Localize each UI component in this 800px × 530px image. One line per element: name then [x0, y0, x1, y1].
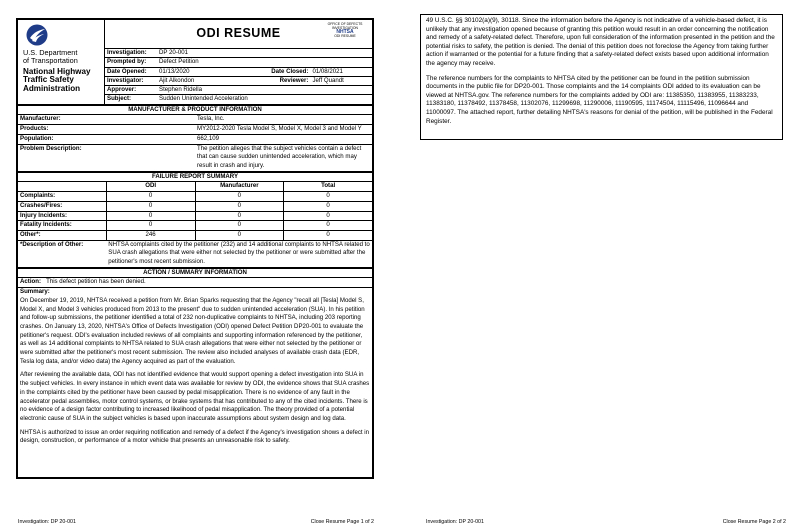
table-row: Injury Incidents: 0 0 0: [18, 211, 373, 221]
action-summary-table: [17, 268, 373, 478]
resume-page-2: [414, 8, 798, 526]
header-table: [17, 19, 373, 105]
page2-footer-right: Close Resume Page 2 of 2: [722, 519, 786, 525]
opened-value: 01/13/2020: [157, 67, 239, 76]
table-row: Crashes/Fires: 0 0 0: [18, 201, 373, 211]
page2-footer-left: Investigation: DP 20-001: [426, 519, 484, 525]
investigation-meta: [105, 48, 372, 104]
action-row: [18, 278, 373, 288]
dot-name: U.S. Department of Transportation: [23, 48, 78, 66]
other-description-label: *Description of Other:: [18, 240, 107, 267]
nhtsa-name: National Highway Traffic Safety Administration: [23, 66, 91, 93]
other-description-value: NHTSA complaints cited by the petitioner (232) and 14 additional complaints to NHTSA related to SUA crash allegations that were either not selected by the petitioner or were submitted after the petitioner's most recent submission.: [106, 240, 372, 267]
table-row: Other*: 246 0 0: [18, 230, 373, 240]
prompted-label: Prompted by:: [105, 58, 157, 67]
closed-label: Date Closed:: [239, 67, 311, 76]
approver-value: Stephen Ridella: [157, 86, 239, 95]
manufacturer-section-title: MANUFACTURER & PRODUCT INFORMATION: [18, 105, 373, 115]
summary-block: [18, 288, 373, 478]
reviewer-value: Jeff Quandt: [310, 76, 372, 85]
summary-label: Summary:: [20, 288, 50, 296]
summary-paragraph: NHTSA is authorized to issue an order requiring notification and remedy of a defect if the Agency's investigation shows a defect in design, construction, or performance of a motor vehicle that presents an unreasonable risk to safety.: [20, 428, 370, 445]
manufacturer-table: [17, 105, 373, 172]
title-block: [105, 20, 373, 105]
continuation-paragraph: The reference numbers for the complaints to NHTSA cited by the petitioner can be found in the petition submission documents in the public file for DP20-001. Those complaints and the 14 complaints ODI added to its evaluation can be viewed at NHTSA.gov. The reference numbers for the complaints added by ODI are: 11385350, 11383955, 11383233, 11383180, 11378492, 11378458, 11302076, 11299698, 11290006, 11190595, 11174504, 11115496, 11096644 and 11000097. The attached report, further detailing NHTSA's reasons for denial of the petition, will be published in the Federal Register.: [426, 74, 773, 125]
investigation-label: Investigation:: [105, 49, 157, 58]
agency-logo-block: [18, 20, 105, 105]
population-value: 662,109: [195, 134, 373, 144]
continuation-paragraph: 49 U.S.C. §§ 30102(a)(9), 30118. Since the information before the Agency is not indicative of a vehicle-based defect, it is unlikely that any investigation opened because of granting this petition would result in an order concerning the notification and remedy of a safety-related defect. Therefore, upon full consideration of the information presented in the petition and the potential risks to safety, the petition is denied. The denial of this petition does not foreclose the Agency from taking further action if warranted or the potential for a future finding that a safety-related defect exists based upon additional information the agency may receive.: [426, 17, 775, 67]
action-section-title: ACTION / SUMMARY INFORMATION: [18, 268, 373, 278]
col-odi: ODI: [106, 182, 195, 192]
summary-paragraph: After reviewing the available data, ODI has not identified evidence that would support opening a defect investigation into SUA in the subject vehicles. In every instance in which event data was available for review by ODI, the evidence shows that SUA crashes in the complaints cited by the petitioner have been caused by pedal misapplication. There is no evidence of any fault in the accelerator pedal assemblies, motor control systems, or brake systems that has contributed to any of the cited incidents. There is no evidence of a design factor contributing to increased likelihood of pedal misapplication. The theory provided of a potential electronic cause of SUA in the subject vehicles is based upon inaccurate assumptions about system design and log data.: [20, 371, 370, 422]
products-value: MY2012-2020 Tesla Model S, Model X, Model 3 and Model Y: [195, 125, 373, 135]
resume-frame: [16, 18, 374, 479]
problem-label: Problem Description:: [18, 144, 196, 171]
failure-section-title: FAILURE REPORT SUMMARY: [18, 172, 373, 182]
resume-page-1: [2, 8, 386, 526]
investigation-value: DP 20-001: [157, 49, 239, 58]
investigator-value: Ajit Alkondon: [157, 76, 239, 85]
reviewer-label: Reviewer:: [239, 76, 311, 85]
population-label: Population:: [18, 134, 196, 144]
manufacturer-label: Manufacturer:: [18, 115, 196, 125]
subject-label: Subject:: [105, 95, 157, 104]
col-total: Total: [284, 182, 373, 192]
failure-report-table: [17, 172, 373, 268]
page1-footer-right: Close Resume Page 1 of 2: [310, 519, 374, 525]
prompted-value: Defect Petition: [157, 58, 239, 67]
products-label: Products:: [18, 125, 196, 135]
table-row: Fatality Incidents: 0 0 0: [18, 221, 373, 231]
table-row: Complaints: 0 0 0: [18, 192, 373, 202]
action-value: This defect petition has been denied.: [46, 278, 146, 286]
odi-seal: OFFICE OF DEFECTS INVESTIGATION NHTSA ODI RESUME: [327, 22, 363, 38]
col-manufacturer: Manufacturer: [195, 182, 284, 192]
doc-title: ODI RESUME: [196, 26, 281, 40]
subject-value: Sudden Unintended Acceleration: [157, 95, 372, 104]
action-label: Action:: [20, 278, 41, 286]
opened-label: Date Opened:: [105, 67, 157, 76]
continuation-text: [426, 17, 777, 132]
dot-logo-icon: [26, 24, 48, 46]
approver-label: Approver:: [105, 86, 157, 95]
page1-footer-left: Investigation: DP 20-001: [18, 519, 76, 525]
closed-value: 01/08/2021: [310, 67, 372, 76]
problem-value: The petition alleges that the subject vehicles contain a defect that can cause sudden unintended acceleration, which may result in crash and injury.: [195, 144, 373, 171]
manufacturer-value: Tesla, Inc.: [195, 115, 373, 125]
investigator-label: Investigator:: [105, 76, 157, 85]
summary-paragraph: On December 19, 2019, NHTSA received a petition from Mr. Brian Sparks requesting that the Agency "recall all [Tesla] Model S, Model X, and Model 3 vehicles produced from 2013 to the present" due to sudden unintended acceleration (SUA). In his petition and follow-up submissions, the petitioner identified a total of 232 non-duplicative complaints to NHTSA, including 203 reporting crashes. On January 13, 2020, NHTSA's Office of Defects Investigation (ODI) opened Defect Petition DP20-001 to evaluate the petitioner's request. ODI's evaluation included reviews of all complaints and supporting information referenced by the petitioner, as well as 14 additional complaints to NHTSA related to SUA crash allegations that were either not selected by the petitioner or were submitted after the petitioner's most recent submission. The review also included analyses of available crash data (EDR, Tesla log data, and/or video data) the Agency acquired as part of the evaluation.: [20, 296, 365, 365]
